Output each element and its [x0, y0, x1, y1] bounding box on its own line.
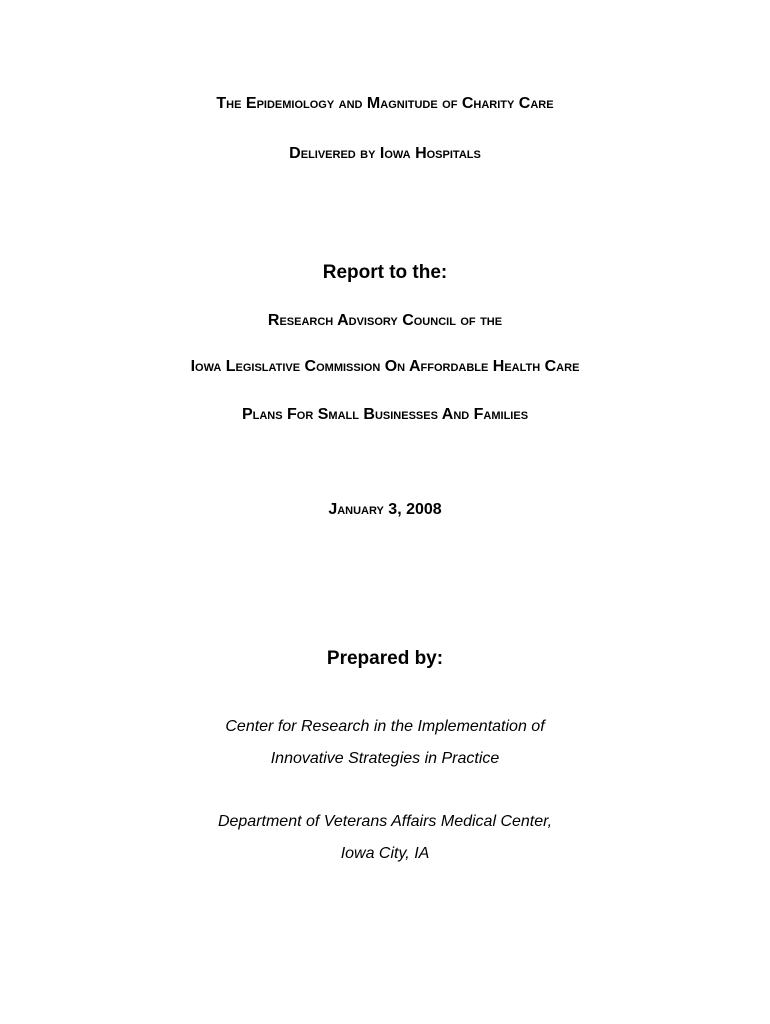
prepared-by-org-line-2: Innovative Strategies in Practice	[270, 750, 500, 767]
prepared-by-dept-line-2: Iowa City, IA	[340, 845, 430, 862]
prepared-by-dept-line-1: Department of Veterans Affairs Medical Center,	[217, 813, 553, 830]
recipient-line-2: Iowa Legislative Commission On Affordable Health Care	[190, 358, 580, 375]
document-title-line-1: The Epidemiology and Magnitude of Charity Care	[216, 95, 554, 112]
recipient-line-1: Research Advisory Council of the	[267, 312, 503, 329]
report-to-heading: Report to the:	[322, 262, 448, 283]
prepared-by-heading: Prepared by:	[326, 648, 444, 669]
prepared-by-org-line-1: Center for Research in the Implementation of	[225, 718, 545, 735]
document-title-line-2: Delivered by Iowa Hospitals	[289, 145, 481, 162]
report-date: January 3, 2008	[328, 501, 442, 518]
recipient-line-3: Plans For Small Businesses And Families	[241, 406, 529, 423]
